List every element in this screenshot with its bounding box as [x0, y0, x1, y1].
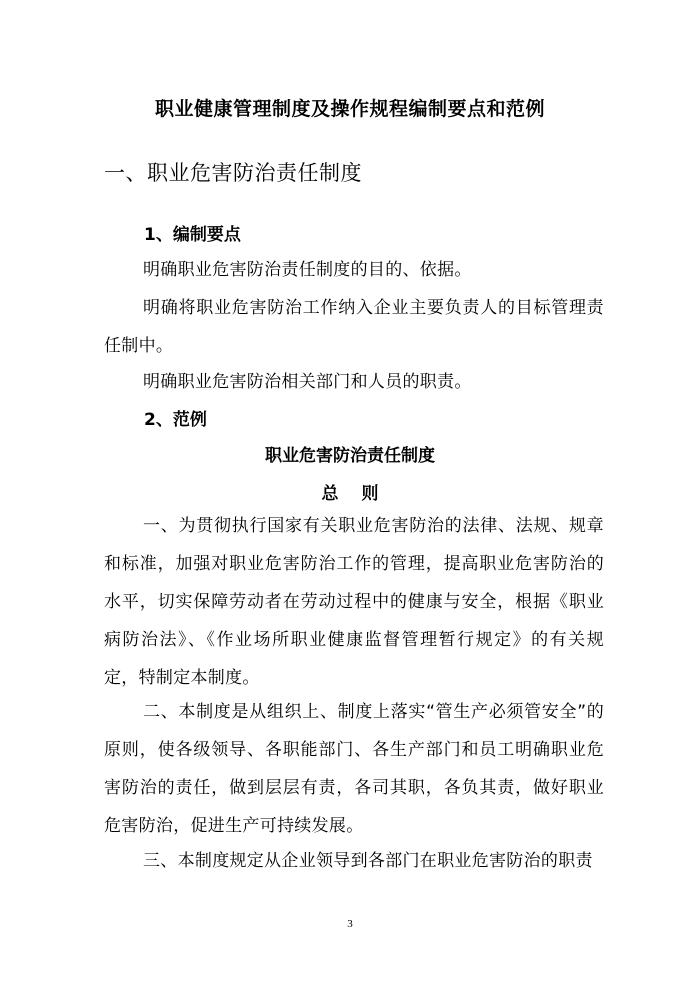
example-paragraph-3: 三、本制度规定从企业领导到各部门在职业危害防治的职责 [143, 851, 593, 871]
subheading-example: 2、范例 [144, 410, 207, 430]
example-paragraph-2: 二、本制度是从组织上、制度上落实“管生产必须管安全”的原则，使各级领导、各职能部门、各生产部门和员工明确职业危害防治的责任，做到层层有责，各司其职，各负其责，做好职业危害防治，促进生产可持续发展。 [104, 702, 604, 836]
example-title: 职业危害防治责任制度 [265, 446, 435, 466]
section-heading: 一、职业危害防治责任制度 [104, 161, 362, 185]
general-provisions-title: 总 则 [321, 484, 379, 504]
example-paragraph-1: 一、为贯彻执行国家有关职业危害防治的法律、法规、规章和标准，加强对职业危害防治工作的管理，提高职业危害防治的水平，切实保障劳动者在劳动过程中的健康与安全，根据《职业病防治法》、《作业场所职业健康监督管理暂行规定》的有关规定，特制定本制度。 [104, 516, 604, 688]
page-number: 3 [347, 918, 353, 930]
key-point-paragraph-1: 明确职业危害防治责任制度的目的、依据。 [143, 260, 472, 280]
subheading-key-points: 1、编制要点 [144, 225, 241, 245]
document-title: 职业健康管理制度及操作规程编制要点和范例 [154, 98, 545, 120]
key-point-paragraph-2: 明确将职业危害防治工作纳入企业主要负责人的目标管理责任制中。 [104, 298, 604, 356]
key-point-paragraph-3: 明确职业危害防治相关部门和人员的职责。 [143, 372, 472, 392]
